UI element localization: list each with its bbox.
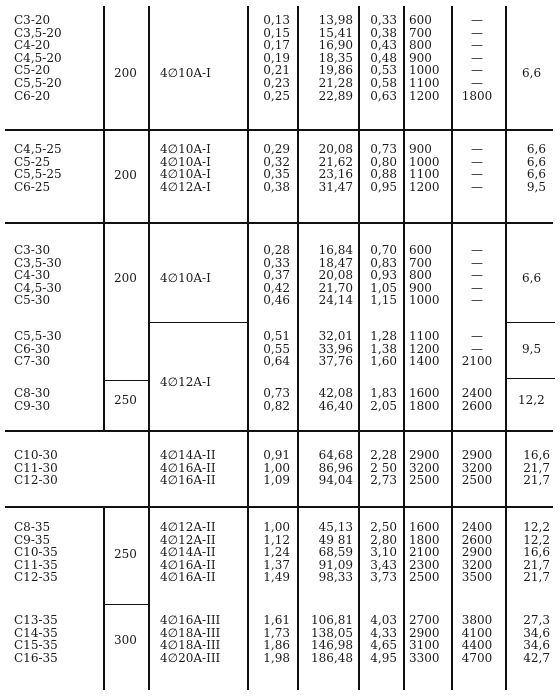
weight-list: 2,50 2,80 3,10 3,43 3,73 xyxy=(370,520,397,585)
designation-list: C13-35 C14-35 C15-35 C16-35 xyxy=(14,613,58,665)
steel-list: 6,6 6,6 6,6 9,5 xyxy=(526,142,546,194)
steel-list: 12,2 12,2 16,6 21,7 21,7 xyxy=(523,520,550,585)
value-subgroup-line xyxy=(505,378,555,379)
mass-list: 45,13 49 81 68,59 91,09 98,33 xyxy=(318,520,353,585)
weight-list: 4,03 4,33 4,65 4,95 xyxy=(370,613,397,665)
load2-list: — — — — — — 1800 xyxy=(461,13,493,103)
weight-list: 0,33 0,38 0,43 0,48 0,53 0,58 0,63 xyxy=(370,13,397,103)
load2-list: — — — — xyxy=(471,142,483,194)
block-separator xyxy=(5,222,553,224)
volume-list: 0,73 0,82 xyxy=(263,386,290,413)
volume-list: 1,61 1,73 1,86 1,98 xyxy=(263,613,290,665)
thickness-value: 200 xyxy=(114,66,137,80)
thickness-value: 300 xyxy=(114,633,137,647)
reinforcement-list: 4∅10A-I 4∅10A-I 4∅10A-I 4∅12A-I xyxy=(160,142,211,194)
load2-list: — — — — — xyxy=(471,243,483,308)
load2-list: 2400 2600 2900 3200 3500 xyxy=(461,520,493,585)
column-line xyxy=(247,6,249,690)
load-list: 1600 1800 2100 2300 2500 xyxy=(409,520,440,585)
mass-list: 64,68 86,96 94,04 xyxy=(318,448,353,488)
designation-list: C5,5-30 C6-30 C7-30 xyxy=(14,329,62,369)
steel-list: 16,6 21,7 21,7 xyxy=(523,448,550,488)
load-list: 900 1000 1100 1200 xyxy=(409,142,440,194)
block-separator xyxy=(5,430,553,432)
volume-list: 0,28 0,33 0,37 0,42 0,46 xyxy=(263,243,290,308)
column-line xyxy=(403,6,405,690)
load2-list: 2900 3200 2500 xyxy=(461,448,493,488)
weight-list: 1,83 2,05 xyxy=(370,386,397,413)
thickness-subgroup-line xyxy=(103,380,148,381)
mass-list: 32,01 33,96 37,76 xyxy=(318,329,353,369)
weight-list: 0,73 0,80 0,88 0,95 xyxy=(370,142,397,194)
reinforcement-list: 4∅14A-II 4∅16A-II 4∅16A-II xyxy=(160,448,216,488)
load-list: 2900 3200 2500 xyxy=(409,448,440,488)
mass-list: 16,84 18,47 20,08 21,70 24,14 xyxy=(318,243,353,308)
thickness-subgroup-line xyxy=(103,604,148,605)
load2-list: 3800 4100 4400 4700 xyxy=(461,613,493,665)
designation-list: C8-35 C9-35 C10-35 C11-35 C12-35 xyxy=(14,520,58,585)
value-subgroup-line xyxy=(505,322,555,323)
reinforcement-value: 4∅10A-I xyxy=(160,66,211,80)
load-list: 2700 2900 3100 3300 xyxy=(409,613,440,665)
reinforcement-list: 4∅12A-II 4∅12A-II 4∅14A-II 4∅16A-II 4∅16A-II xyxy=(160,520,216,585)
designation-list: C3-20 C3,5-20 C4-20 C4,5-20 C5-20 C5,5-20 C6-20 xyxy=(14,13,62,103)
designation-list: C3-30 C3,5-30 C4-30 C4,5-30 C5-30 xyxy=(14,243,62,308)
volume-list: 0,91 1,00 1,09 xyxy=(263,448,290,488)
volume-list: 1,00 1,12 1,24 1,37 1,49 xyxy=(263,520,290,585)
column-line xyxy=(103,6,105,430)
load2-list: — — 2100 xyxy=(461,329,493,369)
designation-list: C10-30 C11-30 C12-30 xyxy=(14,448,58,488)
steel-value: 6,6 xyxy=(522,271,542,285)
steel-value: 6,6 xyxy=(522,66,542,80)
mass-list: 106,81 138,05 146,98 186,48 xyxy=(311,613,353,665)
reinforcement-list: 4∅16A-III 4∅18A-III 4∅18A-III 4∅20A-III xyxy=(160,613,221,665)
column-line xyxy=(505,6,507,690)
load2-list: 2400 2600 xyxy=(461,386,493,413)
reinforcement-value: 4∅12A-I xyxy=(160,375,211,389)
mass-list: 13,98 15,41 16,90 18,35 19,86 21,28 22,89 xyxy=(318,13,353,103)
column-line xyxy=(103,507,105,690)
thickness-value: 200 xyxy=(114,168,137,182)
volume-list: 0,13 0,15 0,17 0,19 0,21 0,23 0,25 xyxy=(263,13,290,103)
thickness-value: 200 xyxy=(114,271,137,285)
steel-value: 9,5 xyxy=(522,342,542,356)
load-list: 1100 1200 1400 xyxy=(409,329,440,369)
steel-list: 27,3 34,6 34,6 42,7 xyxy=(523,613,550,665)
load-list: 600 700 800 900 1000 1100 1200 xyxy=(409,13,440,103)
thickness-value: 250 xyxy=(114,393,137,407)
reinforcement-value: 4∅10A-I xyxy=(160,271,211,285)
column-line xyxy=(148,6,150,690)
volume-list: 0,29 0,32 0,35 0,38 xyxy=(263,142,290,194)
weight-list: 2,28 2 50 2,73 xyxy=(370,448,397,488)
steel-value: 12,2 xyxy=(518,393,545,407)
reinforcement-subgroup-line xyxy=(148,322,247,323)
weight-list: 1,28 1,38 1,60 xyxy=(370,329,397,369)
mass-list: 20,08 21,62 23,16 31,47 xyxy=(318,142,353,194)
designation-list: C4,5-25 C5-25 C5,5-25 C6-25 xyxy=(14,142,62,194)
mass-list: 42,08 46,40 xyxy=(318,386,353,413)
designation-list: C8-30 C9-30 xyxy=(14,386,51,413)
block-separator xyxy=(5,129,553,131)
weight-list: 0,70 0,83 0,93 1,05 1,15 xyxy=(370,243,397,308)
block-separator xyxy=(5,506,553,508)
thickness-value: 250 xyxy=(114,547,137,561)
load-list: 1600 1800 xyxy=(409,386,440,413)
load-list: 600 700 800 900 1000 xyxy=(409,243,440,308)
volume-list: 0,51 0,55 0,64 xyxy=(263,329,290,369)
